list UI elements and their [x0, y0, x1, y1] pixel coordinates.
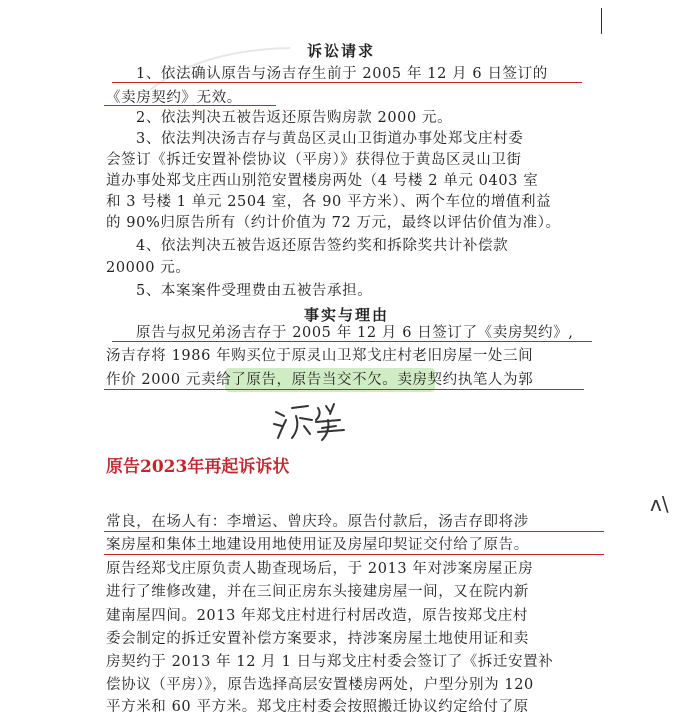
underline	[112, 341, 592, 342]
fact-line: 作价 2000 元卖给了原告，原告当交不欠。卖房契约执笔人为郭	[106, 372, 534, 388]
fact-line: 案房屋和集体土地建设用地使用证及房屋印契证交付给了原告。	[106, 537, 529, 553]
claims-heading: 诉讼请求	[307, 42, 376, 60]
underline	[104, 389, 584, 390]
margin-mark: ᴧ\	[650, 492, 669, 516]
claim-line: 2、依法判决五被告返还原告购房款 2000 元。	[136, 110, 453, 126]
fact-line: 偿协议（平房）》，原告选择高层安置楼房两处，户型分别为 120	[106, 677, 534, 693]
handwritten-signature	[270, 398, 360, 442]
claim-line: 5、本案案件受理费由五被告承担。	[136, 283, 373, 299]
claim-line: 3、依法判决汤吉存与黄岛区灵山卫街道办事处郑戈庄村委	[136, 131, 524, 147]
fact-line: 原告与叔兄弟汤吉存于 2005 年 12 月 6 日签订了《卖房契约》,	[136, 325, 574, 341]
claim-line: 和 3 号楼 1 单元 2504 室，各 90 平方米）、两个车位的增值利益	[106, 194, 552, 210]
fact-line: 房契约于 2013 年 12 月 1 日与郑戈庄村委会签订了《拆迁安置补	[106, 654, 554, 670]
fact-line: 平方米和 60 平方米。郑戈庄村委会按照搬迁协议约定给付了原	[106, 699, 529, 715]
fact-line: 原告经郑戈庄原负责人勘查现场后，于 2013 年对涉案房屋正房	[106, 561, 534, 577]
fact-line: 进行了维修改建，并在三间正房东头接建房屋一间，又在院内新	[106, 584, 529, 600]
fact-line: 委会制定的拆迁安置补偿方案要求，持涉案房屋土地使用证和卖	[106, 631, 529, 647]
fact-line: 常良，在场人有：李增运、曾庆玲。原告付款后，汤吉存即将涉	[106, 514, 529, 530]
claim-line: 1、依法确认原告与汤吉存生前于 2005 年 12 月 6 日签订的	[136, 66, 548, 82]
underline	[104, 105, 276, 106]
corner-crop-mark	[601, 8, 602, 34]
claim-line: 《卖房契约》无效。	[106, 90, 242, 106]
claim-line: 会签订《拆迁安置补偿协议（平房）》获得位于黄岛区灵山卫街	[106, 152, 522, 168]
claim-line: 道办事处郑戈庄西山别笵安置楼房两处（4 号楼 2 单元 0403 室	[106, 173, 539, 189]
fact-line: 汤吉存将 1986 年购买位于原灵山卫郑戈庄村老旧房屋一处三间	[106, 348, 534, 364]
underline	[112, 82, 582, 83]
facts-heading: 事实与理由	[304, 306, 390, 324]
caption-title: 原告2023年再起诉诉状	[106, 457, 290, 477]
claim-line: 的 90%归原告所有（约计价值为 72 万元，最终以评估价值为准）。	[106, 215, 561, 231]
claim-line: 4、依法判决五被告返还原告签约奖和拆除奖共计补偿款	[136, 238, 509, 254]
claim-line: 20000 元。	[106, 260, 191, 276]
fact-line: 建南屋四间。2013 年郑戈庄村进行村居改造，原告按郑戈庄村	[106, 608, 529, 624]
underline	[104, 554, 604, 555]
underline	[104, 531, 604, 532]
